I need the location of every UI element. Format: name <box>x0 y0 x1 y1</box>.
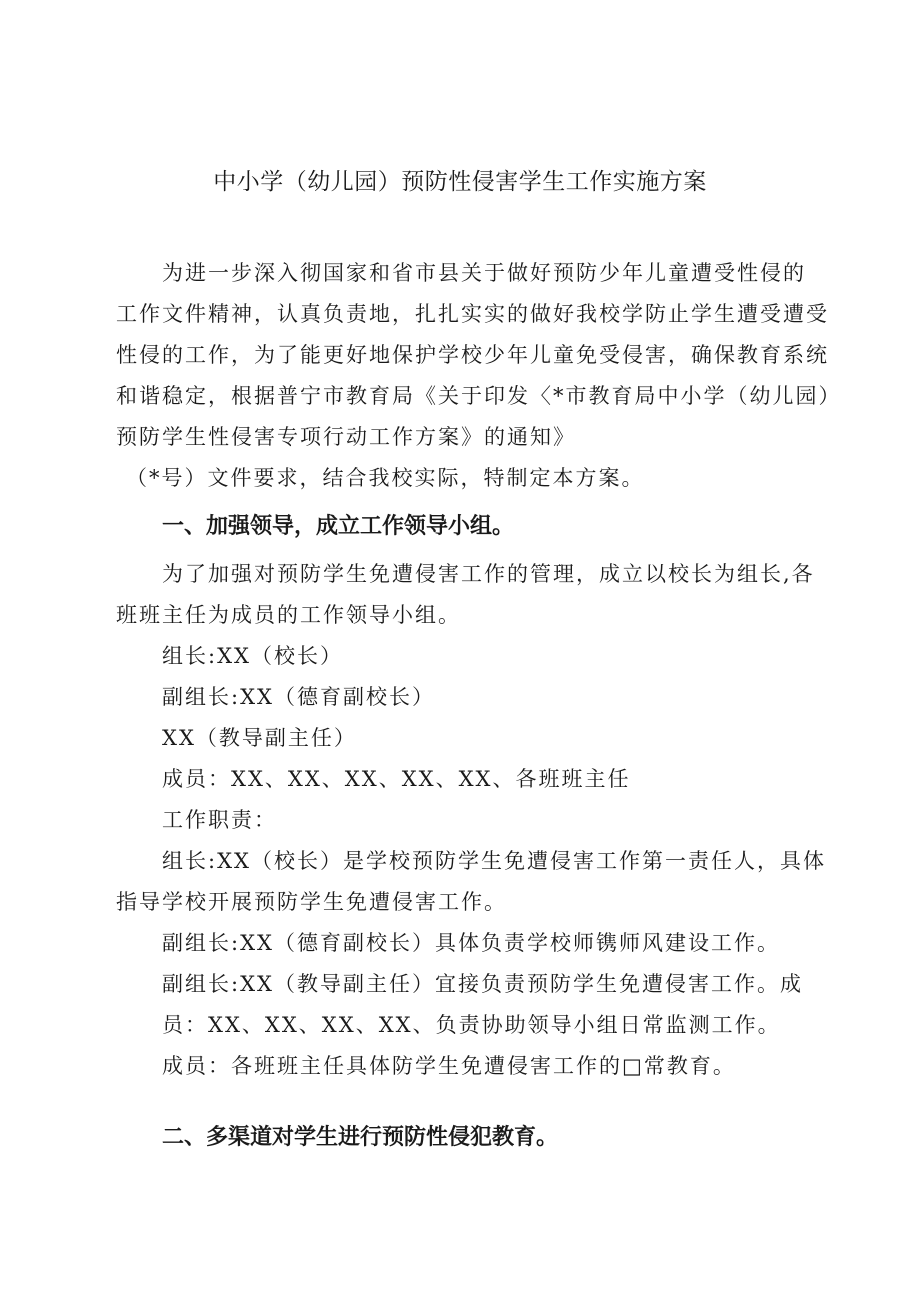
section-1-line: 组长:XX（校长）是学校预防学生免遭侵害工作第一责任人，具体 <box>162 849 826 873</box>
intro-line: 预防学生性侵害专项行动工作方案》的通知》 <box>116 425 576 449</box>
section-1-line: 指导学校开展预防学生免遭侵害工作。 <box>116 890 507 914</box>
section-1-line: 班班主任为成员的工作领导小组。 <box>116 603 461 627</box>
section-1-line: 员：XX、XX、XX、XX、负责协助领导小组日常监测工作。 <box>162 1013 781 1037</box>
intro-line: 工作文件精神，认真负责地，扎扎实实的做好我校学防止学生遭受遭受 <box>116 302 829 326</box>
intro-paragraph <box>116 253 842 499</box>
section-1-line: 副组长:XX（教导副主任）宜接负责预防学生免遭侵害工作。成 <box>162 972 803 996</box>
document-title: 中小学（幼儿园）预防性侵害学生工作实施方案 <box>213 169 707 195</box>
intro-line: 为进一步深入彻国家和省市县关于做好预防少年儿童遭受性侵的 <box>162 261 806 285</box>
section-heading-1: 一、加强领导，成立工作领导小组。 <box>162 514 515 539</box>
section-1-body <box>116 554 826 1087</box>
section-1-line: 副组长:XX（德育副校长） <box>162 685 435 709</box>
section-1-line: 组长:XX（校长） <box>162 644 343 668</box>
section-heading-2: 二、多渠道对学生进行预防性侵犯教育。 <box>162 1125 559 1150</box>
intro-line: 性侵的工作，为了能更好地保护学校少年儿童免受侵害，确保教育系统 <box>116 343 829 367</box>
section-1-line: 副组长:XX（德育副校长）具体负责学校师镌师风建设工作。 <box>162 931 780 955</box>
section-1-line: XX（教导副主任） <box>162 726 357 750</box>
intro-line: （*号）文件要求，结合我校实际，特制定本方案。 <box>126 466 645 490</box>
section-1-line: 成员：各班班主任具体防学生免遭侵害工作的□常教育。 <box>162 1054 736 1078</box>
intro-line: 和谐稳定，根据普宁市教育局《关于印发〈*市教育局中小学（幼儿园） <box>116 384 842 408</box>
section-1-line: 为了加强对预防学生免遭侵害工作的管理，成立以校长为组长,各 <box>162 562 815 586</box>
section-1-line: 工作职责： <box>162 808 277 832</box>
section-1-line: 成员：XX、XX、XX、XX、XX、各班班主任 <box>162 767 631 791</box>
